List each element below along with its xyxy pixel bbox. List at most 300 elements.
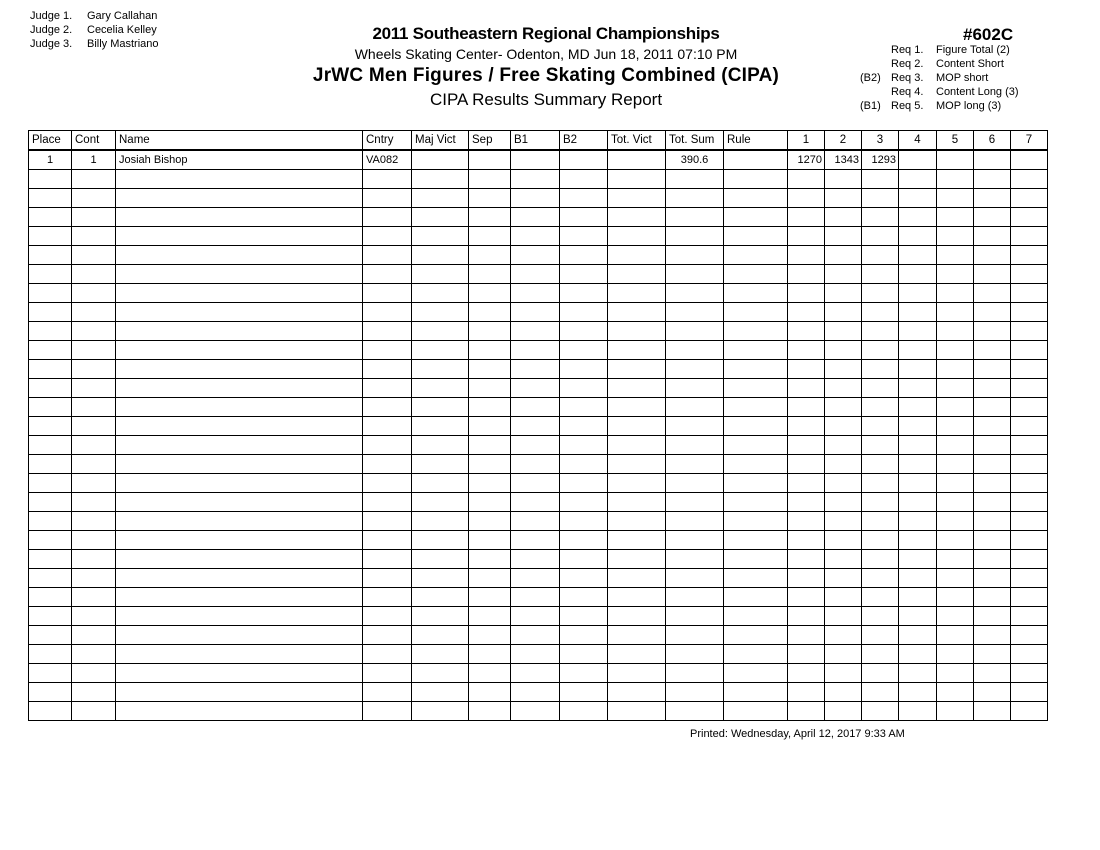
table-cell <box>974 379 1011 398</box>
table-cell <box>363 702 412 721</box>
table-cell <box>937 322 974 341</box>
table-cell <box>412 227 469 246</box>
requirement-5: (B1) Req 5. MOP long (3) <box>860 100 1002 112</box>
report-title: CIPA Results Summary Report <box>429 90 663 109</box>
table-cell <box>469 588 511 607</box>
table-cell <box>29 588 72 607</box>
table-cell <box>363 189 412 208</box>
table-row <box>29 550 1048 569</box>
table-cell <box>469 150 511 170</box>
table-cell <box>937 588 974 607</box>
column-header: 3 <box>862 131 899 151</box>
table-cell <box>72 645 116 664</box>
table-cell <box>412 436 469 455</box>
table-cell <box>511 569 560 588</box>
table-cell <box>788 645 825 664</box>
table-cell <box>825 645 862 664</box>
table-cell <box>116 531 363 550</box>
table-cell <box>608 702 666 721</box>
table-cell <box>788 360 825 379</box>
table-cell <box>412 284 469 303</box>
table-cell <box>862 683 899 702</box>
table-cell <box>469 645 511 664</box>
table-cell <box>363 626 412 645</box>
table-cell <box>1011 417 1048 436</box>
table-cell <box>724 702 788 721</box>
table-cell <box>899 303 937 322</box>
table-cell <box>974 284 1011 303</box>
table-cell <box>72 379 116 398</box>
table-cell: 1270 <box>788 150 825 170</box>
table-cell <box>788 322 825 341</box>
table-cell <box>974 702 1011 721</box>
table-cell <box>1011 170 1048 189</box>
table-cell <box>724 189 788 208</box>
table-cell <box>511 512 560 531</box>
table-cell <box>363 284 412 303</box>
table-cell <box>724 436 788 455</box>
table-cell <box>724 645 788 664</box>
table-cell <box>560 208 608 227</box>
table-cell <box>724 284 788 303</box>
requirements-list <box>860 43 1019 113</box>
requirement-4: Req 4. Content Long (3) <box>891 86 1019 98</box>
table-cell <box>412 265 469 284</box>
column-header: B2 <box>560 131 608 151</box>
table-cell <box>666 246 724 265</box>
column-header: 1 <box>788 131 825 151</box>
table-cell <box>974 493 1011 512</box>
table-cell <box>72 170 116 189</box>
table-cell <box>72 303 116 322</box>
table-cell <box>788 588 825 607</box>
column-header: Cont <box>72 131 116 151</box>
table-cell <box>511 246 560 265</box>
table-cell <box>116 379 363 398</box>
table-row <box>29 588 1048 607</box>
table-cell <box>511 455 560 474</box>
table-cell <box>560 569 608 588</box>
table-cell <box>974 265 1011 284</box>
table-cell <box>724 550 788 569</box>
table-cell <box>825 379 862 398</box>
table-cell <box>862 303 899 322</box>
table-cell <box>116 398 363 417</box>
column-header: Maj Vict <box>412 131 469 151</box>
table-cell <box>899 379 937 398</box>
table-cell <box>1011 550 1048 569</box>
table-row <box>29 512 1048 531</box>
table-cell <box>116 664 363 683</box>
table-cell <box>511 150 560 170</box>
table-cell <box>363 512 412 531</box>
table-cell <box>511 189 560 208</box>
table-cell <box>1011 322 1048 341</box>
table-cell <box>825 284 862 303</box>
table-cell <box>29 607 72 626</box>
table-row <box>29 303 1048 322</box>
table-cell <box>899 284 937 303</box>
table-cell <box>825 398 862 417</box>
table-cell <box>608 626 666 645</box>
table-cell <box>560 265 608 284</box>
table-cell <box>666 208 724 227</box>
table-cell <box>862 246 899 265</box>
table-cell <box>72 569 116 588</box>
table-row <box>29 322 1048 341</box>
table-cell <box>899 702 937 721</box>
table-cell <box>560 398 608 417</box>
table-cell <box>560 455 608 474</box>
table-cell <box>72 531 116 550</box>
table-cell <box>666 512 724 531</box>
table-cell <box>788 664 825 683</box>
table-cell <box>412 322 469 341</box>
table-cell <box>608 360 666 379</box>
table-cell <box>899 569 937 588</box>
table-cell <box>724 607 788 626</box>
table-cell <box>29 189 72 208</box>
table-cell <box>560 626 608 645</box>
table-cell <box>560 474 608 493</box>
table-cell <box>788 379 825 398</box>
table-cell <box>469 246 511 265</box>
table-cell <box>1011 645 1048 664</box>
table-cell <box>72 189 116 208</box>
table-cell <box>788 417 825 436</box>
table-cell <box>72 607 116 626</box>
table-cell <box>937 227 974 246</box>
table-cell <box>608 379 666 398</box>
table-cell <box>862 550 899 569</box>
table-cell <box>363 607 412 626</box>
table-cell <box>412 398 469 417</box>
table-cell <box>937 664 974 683</box>
table-cell <box>29 512 72 531</box>
table-cell <box>116 512 363 531</box>
table-cell <box>1011 569 1048 588</box>
table-cell <box>788 493 825 512</box>
table-cell <box>412 626 469 645</box>
table-cell <box>511 702 560 721</box>
table-cell <box>469 493 511 512</box>
column-header: Place <box>29 131 72 151</box>
table-cell <box>560 607 608 626</box>
table-row <box>29 189 1048 208</box>
table-cell <box>29 474 72 493</box>
table-cell <box>899 227 937 246</box>
table-cell <box>469 455 511 474</box>
table-cell <box>899 664 937 683</box>
judge-2: Judge 2. Cecelia Kelley <box>30 24 157 36</box>
table-cell <box>724 512 788 531</box>
table-cell <box>825 702 862 721</box>
table-cell <box>363 170 412 189</box>
table-cell <box>1011 360 1048 379</box>
table-cell <box>1011 493 1048 512</box>
requirement-2: Req 2. Content Short <box>891 58 1004 70</box>
table-cell <box>862 531 899 550</box>
table-cell <box>72 702 116 721</box>
table-cell <box>937 379 974 398</box>
table-cell <box>560 284 608 303</box>
table-cell <box>724 208 788 227</box>
table-cell <box>974 303 1011 322</box>
table-cell <box>29 455 72 474</box>
event-title: JrWC Men Figures / Free Skating Combined (CIPA) <box>312 65 780 86</box>
table-cell <box>363 379 412 398</box>
table-cell <box>974 398 1011 417</box>
table-cell <box>511 284 560 303</box>
table-cell <box>469 550 511 569</box>
table-cell <box>608 436 666 455</box>
table-cell <box>29 246 72 265</box>
table-cell <box>937 417 974 436</box>
table-cell <box>511 265 560 284</box>
table-cell <box>862 398 899 417</box>
table-cell <box>825 550 862 569</box>
table-cell <box>974 569 1011 588</box>
table-cell <box>862 417 899 436</box>
column-header: Rule <box>724 131 788 151</box>
table-cell <box>974 588 1011 607</box>
table-cell <box>560 322 608 341</box>
table-cell <box>608 645 666 664</box>
table-cell <box>937 436 974 455</box>
table-cell <box>937 683 974 702</box>
column-header: Sep <box>469 131 511 151</box>
table-cell <box>937 208 974 227</box>
column-header: Name <box>116 131 363 151</box>
table-cell <box>666 550 724 569</box>
table-cell <box>608 284 666 303</box>
table-cell <box>724 626 788 645</box>
table-cell <box>608 417 666 436</box>
table-cell <box>788 284 825 303</box>
table-cell <box>974 531 1011 550</box>
table-cell <box>825 474 862 493</box>
table-cell <box>1011 189 1048 208</box>
table-cell <box>974 645 1011 664</box>
table-header-row <box>29 131 1048 151</box>
table-cell <box>788 189 825 208</box>
table-cell <box>724 493 788 512</box>
table-cell <box>937 360 974 379</box>
table-cell <box>29 417 72 436</box>
table-cell <box>666 531 724 550</box>
table-cell <box>29 493 72 512</box>
table-cell <box>469 341 511 360</box>
table-cell: 390.6 <box>666 150 724 170</box>
table-row <box>29 531 1048 550</box>
table-row <box>29 417 1048 436</box>
table-row <box>29 683 1048 702</box>
table-cell <box>29 360 72 379</box>
table-cell <box>412 512 469 531</box>
table-cell <box>666 683 724 702</box>
table-cell <box>29 398 72 417</box>
table-cell <box>666 341 724 360</box>
table-cell <box>72 550 116 569</box>
table-cell <box>899 607 937 626</box>
table-cell <box>469 436 511 455</box>
table-row <box>29 150 1048 170</box>
table-cell <box>363 360 412 379</box>
table-cell <box>974 341 1011 360</box>
table-cell <box>116 208 363 227</box>
table-cell <box>116 265 363 284</box>
table-cell <box>937 607 974 626</box>
table-row <box>29 493 1048 512</box>
table-cell <box>666 322 724 341</box>
table-cell <box>788 683 825 702</box>
table-cell <box>116 246 363 265</box>
table-cell <box>363 227 412 246</box>
table-cell <box>1011 664 1048 683</box>
table-cell <box>560 170 608 189</box>
table-cell <box>974 322 1011 341</box>
table-cell <box>363 208 412 227</box>
table-cell <box>412 493 469 512</box>
table-row <box>29 455 1048 474</box>
table-cell <box>363 588 412 607</box>
table-cell <box>974 607 1011 626</box>
table-cell <box>974 227 1011 246</box>
table-cell <box>469 664 511 683</box>
table-cell <box>1011 265 1048 284</box>
table-cell <box>608 664 666 683</box>
table-cell <box>511 626 560 645</box>
table-cell <box>825 322 862 341</box>
table-cell <box>825 227 862 246</box>
table-cell <box>862 702 899 721</box>
table-cell <box>974 683 1011 702</box>
table-cell <box>666 417 724 436</box>
column-header: B1 <box>511 131 560 151</box>
table-cell <box>825 607 862 626</box>
table-cell <box>116 417 363 436</box>
table-cell <box>724 588 788 607</box>
table-cell <box>363 341 412 360</box>
table-cell <box>29 341 72 360</box>
table-cell <box>666 607 724 626</box>
table-cell: 1293 <box>862 150 899 170</box>
table-cell <box>72 588 116 607</box>
table-cell <box>363 474 412 493</box>
table-cell <box>116 569 363 588</box>
table-cell <box>608 322 666 341</box>
table-cell <box>608 474 666 493</box>
table-cell <box>788 702 825 721</box>
table-cell <box>899 645 937 664</box>
table-cell <box>29 683 72 702</box>
table-cell <box>899 417 937 436</box>
table-cell <box>974 360 1011 379</box>
table-cell <box>862 664 899 683</box>
table-cell <box>666 284 724 303</box>
table-cell <box>937 170 974 189</box>
table-cell <box>116 702 363 721</box>
table-cell <box>363 303 412 322</box>
table-cell <box>412 246 469 265</box>
table-cell <box>825 683 862 702</box>
table-cell <box>899 246 937 265</box>
table-cell <box>862 588 899 607</box>
table-cell <box>788 569 825 588</box>
table-cell <box>469 379 511 398</box>
table-cell <box>511 417 560 436</box>
table-cell <box>29 569 72 588</box>
table-cell <box>937 341 974 360</box>
table-cell <box>899 626 937 645</box>
table-cell <box>1011 436 1048 455</box>
table-cell <box>899 170 937 189</box>
table-cell <box>788 550 825 569</box>
table-cell <box>974 436 1011 455</box>
table-cell <box>862 208 899 227</box>
table-cell <box>608 550 666 569</box>
table-cell <box>412 550 469 569</box>
table-cell <box>363 246 412 265</box>
table-cell <box>937 702 974 721</box>
table-cell <box>937 246 974 265</box>
table-cell <box>788 626 825 645</box>
table-cell <box>116 227 363 246</box>
table-cell <box>899 588 937 607</box>
table-cell <box>412 170 469 189</box>
table-cell <box>116 170 363 189</box>
table-row <box>29 569 1048 588</box>
table-row <box>29 474 1048 493</box>
table-cell <box>825 265 862 284</box>
table-cell <box>899 493 937 512</box>
table-cell <box>1011 150 1048 170</box>
table-cell <box>788 607 825 626</box>
table-cell <box>511 379 560 398</box>
table-row <box>29 607 1048 626</box>
table-cell <box>899 398 937 417</box>
judge-3: Judge 3. Billy Mastriano <box>30 38 159 50</box>
table-cell <box>511 360 560 379</box>
table-cell <box>412 208 469 227</box>
table-cell <box>788 436 825 455</box>
table-cell <box>469 170 511 189</box>
column-header: Cntry <box>363 131 412 151</box>
table-cell <box>724 398 788 417</box>
table-cell <box>1011 474 1048 493</box>
table-cell <box>469 189 511 208</box>
table-cell <box>511 436 560 455</box>
table-cell <box>724 150 788 170</box>
table-cell <box>469 303 511 322</box>
table-cell <box>788 474 825 493</box>
table-cell <box>937 550 974 569</box>
table-cell <box>469 531 511 550</box>
table-cell <box>666 436 724 455</box>
column-header: 2 <box>825 131 862 151</box>
table-cell <box>116 360 363 379</box>
table-cell <box>72 455 116 474</box>
table-cell <box>412 683 469 702</box>
table-cell <box>1011 379 1048 398</box>
table-cell <box>825 531 862 550</box>
table-cell <box>560 303 608 322</box>
requirement-3: (B2) Req 3. MOP short <box>860 72 989 84</box>
table-cell <box>412 417 469 436</box>
table-cell <box>825 246 862 265</box>
table-cell <box>899 208 937 227</box>
table-cell <box>29 208 72 227</box>
